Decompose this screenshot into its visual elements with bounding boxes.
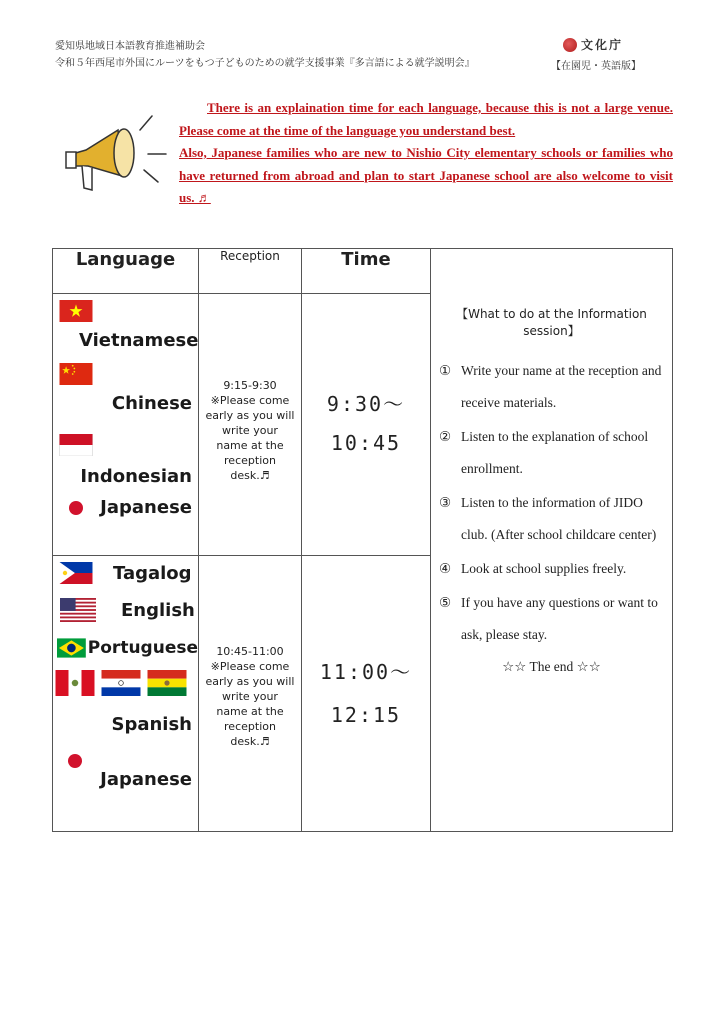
flag-paraguay xyxy=(101,670,141,696)
language-label: Spanish xyxy=(111,714,192,735)
header-language: Language xyxy=(53,249,199,294)
session2-time xyxy=(302,556,431,832)
time-start: 9:30～ xyxy=(326,392,406,416)
info-title: 【What to do at the Information session】 xyxy=(456,307,647,338)
org-line: 愛知県地域日本語教育推進補助会 xyxy=(55,41,205,52)
info-item-num: ① xyxy=(439,363,452,378)
time-end: 12:15 xyxy=(330,703,402,727)
info-item-num: ⑤ xyxy=(439,595,452,610)
reception-time: 10:45-11:00 xyxy=(216,645,284,658)
info-cell xyxy=(431,249,673,832)
japanese-row xyxy=(53,497,198,518)
info-item-1 xyxy=(439,355,664,419)
language-label: Japanese xyxy=(100,769,192,790)
info-item-num: ④ xyxy=(439,561,452,576)
language-label: Chinese xyxy=(111,393,192,414)
info-item-text: Look at school supplies freely. xyxy=(461,561,627,576)
flag-peru xyxy=(55,670,95,696)
info-item-text: Listen to the information of JIDO club. (After school childcare center) xyxy=(461,495,657,542)
agency-logo-text: 文化庁 xyxy=(581,38,624,52)
header-left xyxy=(55,38,475,72)
edition-label: 【在園児・英語版】 xyxy=(551,61,641,72)
language-label: Indonesian xyxy=(80,466,192,487)
info-item-4 xyxy=(439,553,664,585)
notice-text xyxy=(179,97,673,210)
reception-time: 9:15-9:30 xyxy=(223,379,277,392)
header-reception: Reception xyxy=(199,249,302,294)
header-time: Time xyxy=(302,249,431,294)
notice-line-2: Also, Japanese families who are new to Nishio City elementary schools or families who have returned from abroad and plan to start Japanese school are also welcome to visit us. ♬ xyxy=(179,145,673,205)
agency-logo xyxy=(563,36,623,53)
language-label: English xyxy=(121,599,195,621)
flag-china xyxy=(59,363,93,385)
project-line: 令和５年西尾市外国にルーツをもつ子どものための就学支援事業『多言語による就学説明会』 xyxy=(55,58,475,69)
info-end: ☆☆ The end ☆☆ xyxy=(502,659,601,674)
language-label: Japanese xyxy=(100,497,192,518)
time-start: 11:00～ xyxy=(319,660,413,684)
flag-indonesia xyxy=(59,434,93,456)
info-item-3 xyxy=(439,487,664,551)
info-item-text: Write your name at the reception and receive materials. xyxy=(461,363,662,410)
info-item-num: ② xyxy=(439,429,452,444)
session1-languages xyxy=(53,294,199,556)
flag-japan xyxy=(68,500,84,516)
time-end: 10:45 xyxy=(330,431,402,455)
language-label: Portuguese xyxy=(87,638,198,658)
info-item-5 xyxy=(439,587,664,651)
flag-philippines xyxy=(59,562,93,584)
info-item-text: If you have any questions or want to ask, please stay. xyxy=(461,595,658,642)
language-label: Tagalog xyxy=(113,562,192,584)
flag-usa xyxy=(59,598,97,622)
reception-note: ※Please come early as you will write your name at the reception desk.♬ xyxy=(205,660,295,748)
flag-japan xyxy=(67,753,83,769)
flag-brazil xyxy=(57,636,86,660)
info-item-2 xyxy=(439,421,664,485)
flag-vietnam xyxy=(59,300,93,322)
session1-time xyxy=(302,294,431,556)
info-item-text: Listen to the explanation of school enrollment. xyxy=(461,429,649,476)
session2-reception xyxy=(199,556,302,832)
agency-logo-mark xyxy=(563,38,577,52)
flag-bolivia xyxy=(147,670,187,696)
session1-reception xyxy=(199,294,302,556)
session2-languages xyxy=(53,556,199,832)
notice-line-1: There is an explaination time for each language, because this is not a large venue. Please come at the time of the language you understand best. xyxy=(179,100,673,138)
megaphone-icon xyxy=(62,108,172,208)
reception-note: ※Please come early as you will write your name at the reception desk.♬ xyxy=(205,394,295,482)
info-item-num: ③ xyxy=(439,495,452,510)
schedule-table xyxy=(52,248,673,832)
language-label: Vietnamese xyxy=(79,330,199,351)
